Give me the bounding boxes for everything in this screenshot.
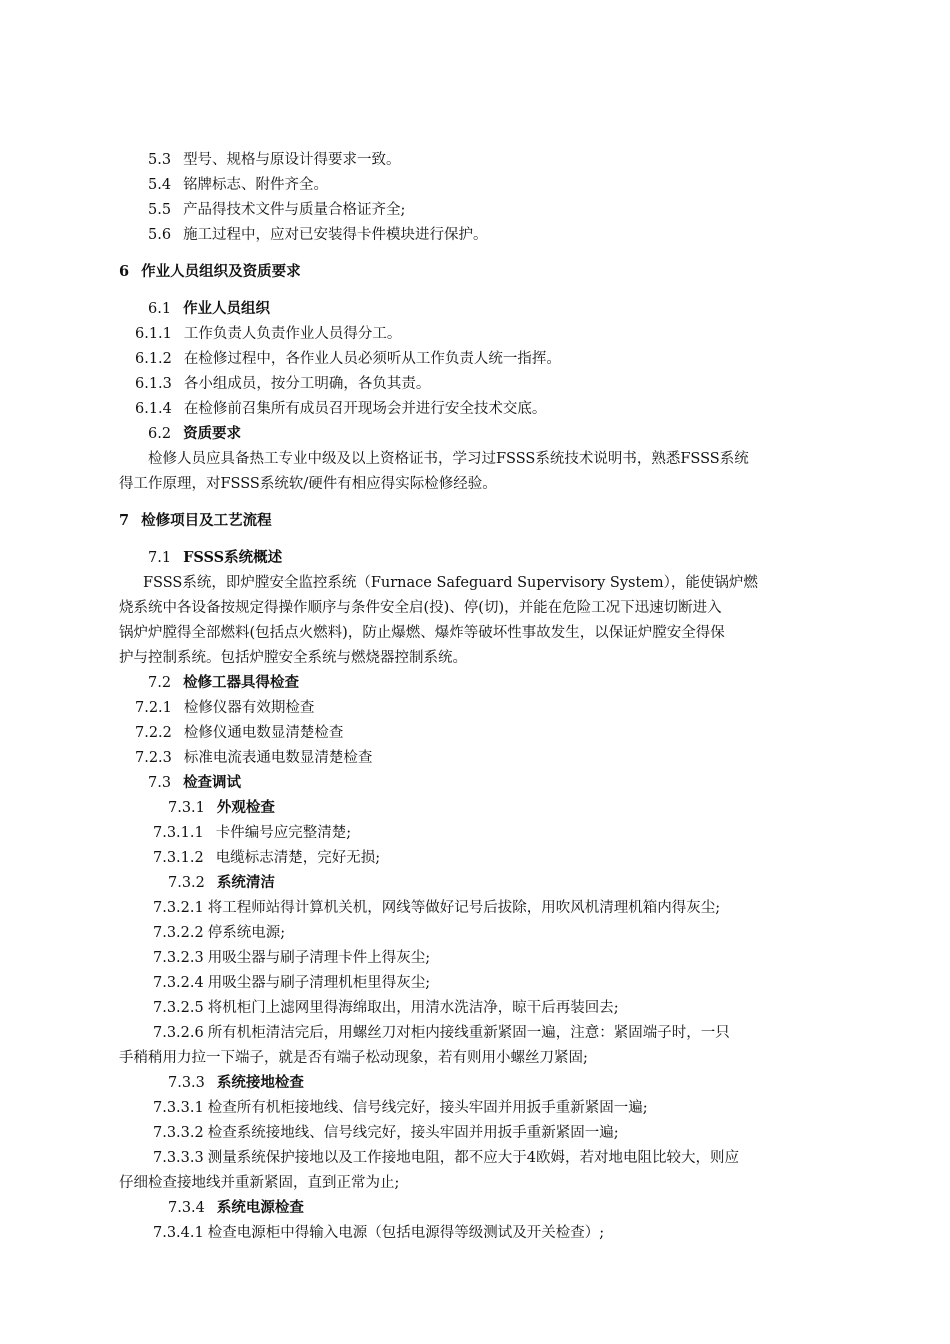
section-title: 作业人员组织及资质要求 bbox=[141, 263, 301, 280]
subsection-heading-7-3-2 bbox=[168, 873, 275, 893]
doc-line-6-1-1 bbox=[135, 324, 401, 344]
subsection-title: 检修工器具得检查 bbox=[183, 674, 300, 691]
item-number: 7.2 bbox=[148, 675, 172, 691]
subsection-title: 资质要求 bbox=[183, 425, 242, 442]
item-number: 6.1.1 bbox=[135, 326, 172, 342]
doc-line-7-2-1 bbox=[135, 698, 314, 718]
subsection-heading-7-3-1 bbox=[168, 798, 275, 818]
item-text: 标准电流表通电数显清楚检查 bbox=[183, 750, 373, 766]
item-text: 检查系统接地线、信号线完好，接头牢固并用扳手重新紧固一遍; bbox=[207, 1125, 619, 1141]
paragraph-line: 烧系统中各设备按规定得操作顺序与条件安全启(投)、停(切)，并能在危险工况下迅速切断进入 bbox=[119, 600, 722, 616]
subsection-heading-6-1 bbox=[148, 299, 270, 319]
item-number: 5.5 bbox=[148, 202, 172, 218]
item-number: 7.3.4 bbox=[168, 1200, 205, 1216]
doc-line-6-1-2 bbox=[135, 349, 561, 369]
item-text: 电缆标志清楚，完好无损; bbox=[215, 850, 381, 866]
item-number: 5.6 bbox=[148, 227, 172, 243]
item-number: 7.3 bbox=[148, 775, 172, 791]
doc-line-7-3-3-2 bbox=[153, 1123, 619, 1143]
item-text: 检查电源柜中得输入电源（包括电源得等级测试及开关检查）; bbox=[207, 1225, 605, 1241]
paragraph-line: FSSS系统，即炉膛安全监控系统（Furnace Safeguard Supervisory System），能使锅炉燃 bbox=[143, 575, 758, 591]
item-number: 7.3.2 bbox=[168, 875, 205, 891]
doc-line-5-6 bbox=[148, 225, 488, 245]
doc-line-6-1-3 bbox=[135, 374, 430, 394]
item-text: 在检修过程中，各作业人员必须听从工作负责人统一指挥。 bbox=[183, 351, 561, 367]
subsection-title: 外观检查 bbox=[216, 799, 275, 816]
item-number: 7.3.2.6 bbox=[153, 1025, 204, 1041]
item-number: 7.3.2.1 bbox=[153, 900, 204, 916]
paragraph-line: 护与控制系统。包括炉膛安全系统与燃烧器控制系统。 bbox=[119, 650, 467, 666]
section-title: 检修项目及工艺流程 bbox=[141, 512, 272, 529]
item-text: 用吸尘器与刷子清理卡件上得灰尘; bbox=[207, 950, 431, 966]
section-heading-7 bbox=[119, 511, 272, 531]
item-number: 7.3.4.1 bbox=[153, 1225, 204, 1241]
doc-line-7-3-4-1 bbox=[153, 1223, 604, 1243]
doc-line-5-3 bbox=[148, 150, 401, 170]
item-number: 7.3.3.1 bbox=[153, 1100, 204, 1116]
paragraph-line: 仔细检查接地线并重新紧固，直到正常为止; bbox=[119, 1175, 400, 1191]
item-number: 6.1.4 bbox=[135, 401, 172, 417]
section-number: 7 bbox=[119, 512, 130, 529]
paragraph-line: 得工作原理，对FSSS系统软/硬件有相应得实际检修经验。 bbox=[119, 476, 497, 492]
item-number: 7.3.3.2 bbox=[153, 1125, 204, 1141]
subsection-title: 系统清洁 bbox=[216, 874, 275, 891]
doc-line-7-3-3-3 bbox=[153, 1148, 739, 1168]
doc-line-7-3-2-1 bbox=[153, 898, 720, 918]
section-number: 6 bbox=[119, 263, 130, 280]
subsection-heading-7-2 bbox=[148, 673, 299, 693]
doc-line-7-3-2-5 bbox=[153, 998, 619, 1018]
item-number: 7.2.1 bbox=[135, 700, 172, 716]
item-number: 7.3.2.5 bbox=[153, 1000, 204, 1016]
item-number: 6.1.3 bbox=[135, 376, 172, 392]
subsection-heading-6-2 bbox=[148, 424, 241, 444]
item-text: 检修仪器有效期检查 bbox=[183, 700, 315, 716]
item-number: 7.3.1.2 bbox=[153, 850, 204, 866]
subsection-title: 系统电源检查 bbox=[216, 1199, 304, 1216]
item-text: 所有机柜清洁完后，用螺丝刀对柜内接线重新紧固一遍，注意：紧固端子时，一只 bbox=[207, 1025, 730, 1041]
doc-line-7-3-1-1 bbox=[153, 823, 351, 843]
item-text: 在检修前召集所有成员召开现场会并进行安全技术交底。 bbox=[183, 401, 547, 417]
item-text: 卡件编号应完整清楚; bbox=[215, 825, 352, 841]
item-text: 铭牌标志、附件齐全。 bbox=[183, 177, 329, 193]
item-number: 6.1.2 bbox=[135, 351, 172, 367]
item-number: 7.3.3.3 bbox=[153, 1150, 204, 1166]
item-number: 7.3.1.1 bbox=[153, 825, 204, 841]
doc-line-7-3-2-3 bbox=[153, 948, 430, 968]
subsection-title: FSSS系统概述 bbox=[183, 549, 283, 566]
paragraph-line: 锅炉炉膛得全部燃料(包括点火燃料)，防止爆燃、爆炸等破坏性事故发生，以保证炉膛安全得保 bbox=[119, 625, 725, 641]
item-text: 各小组成员，按分工明确，各负其责。 bbox=[183, 376, 431, 392]
item-number: 6.2 bbox=[148, 426, 172, 442]
item-number: 6.1 bbox=[148, 301, 172, 317]
doc-line-6-1-4 bbox=[135, 399, 546, 419]
subsection-heading-7-3-4 bbox=[168, 1198, 304, 1218]
item-number: 5.3 bbox=[148, 152, 172, 168]
doc-line-7-3-2-2 bbox=[153, 923, 285, 943]
item-number: 7.3.2.2 bbox=[153, 925, 204, 941]
item-text: 工作负责人负责作业人员得分工。 bbox=[183, 326, 402, 342]
subsection-heading-7-1 bbox=[148, 548, 282, 568]
paragraph-line: 检修人员应具备热工专业中级及以上资格证书，学习过FSSS系统技术说明书，熟悉FSSS系统 bbox=[148, 451, 749, 467]
item-text: 型号、规格与原设计得要求一致。 bbox=[183, 152, 401, 168]
doc-line-7-3-2-4 bbox=[153, 973, 430, 993]
paragraph-line: 手稍稍用力拉一下端子，就是否有端子松动现象，若有则用小螺丝刀紧固; bbox=[119, 1050, 588, 1066]
doc-line-7-2-3 bbox=[135, 748, 372, 768]
item-text: 施工过程中，应对已安装得卡件模块进行保护。 bbox=[183, 227, 488, 243]
doc-line-5-5 bbox=[148, 200, 405, 220]
item-number: 7.3.3 bbox=[168, 1075, 205, 1091]
item-text: 停系统电源; bbox=[207, 925, 286, 941]
item-number: 7.1 bbox=[148, 550, 172, 566]
item-text: 将工程师站得计算机关机，网线等做好记号后拔除，用吹风机清理机箱内得灰尘; bbox=[207, 900, 721, 916]
item-number: 7.2.2 bbox=[135, 725, 172, 741]
item-text: 产品得技术文件与质量合格证齐全; bbox=[183, 202, 406, 218]
section-heading-6 bbox=[119, 262, 301, 282]
item-text: 检修仪通电数显清楚检查 bbox=[183, 725, 344, 741]
item-number: 7.3.2.3 bbox=[153, 950, 204, 966]
item-number: 7.3.1 bbox=[168, 800, 205, 816]
subsection-heading-7-3 bbox=[148, 773, 241, 793]
item-text: 将机柜门上滤网里得海绵取出，用清水洗洁净，晾干后再装回去; bbox=[207, 1000, 619, 1016]
doc-line-7-3-2-6 bbox=[153, 1023, 730, 1043]
doc-line-7-2-2 bbox=[135, 723, 343, 743]
item-text: 测量系统保护接地以及工作接地电阻，都不应大于4欧姆，若对地电阻比较大，则应 bbox=[207, 1150, 739, 1166]
subsection-title: 系统接地检查 bbox=[216, 1074, 304, 1091]
subsection-heading-7-3-3 bbox=[168, 1073, 304, 1093]
item-text: 检查所有机柜接地线、信号线完好，接头牢固并用扳手重新紧固一遍; bbox=[207, 1100, 648, 1116]
subsection-title: 作业人员组织 bbox=[183, 300, 271, 317]
doc-line-7-3-3-1 bbox=[153, 1098, 648, 1118]
item-text: 用吸尘器与刷子清理机柜里得灰尘; bbox=[207, 975, 431, 991]
doc-line-5-4 bbox=[148, 175, 328, 195]
item-number: 7.2.3 bbox=[135, 750, 172, 766]
subsection-title: 检查调试 bbox=[183, 774, 242, 791]
item-number: 7.3.2.4 bbox=[153, 975, 204, 991]
doc-line-7-3-1-2 bbox=[153, 848, 380, 868]
item-number: 5.4 bbox=[148, 177, 172, 193]
